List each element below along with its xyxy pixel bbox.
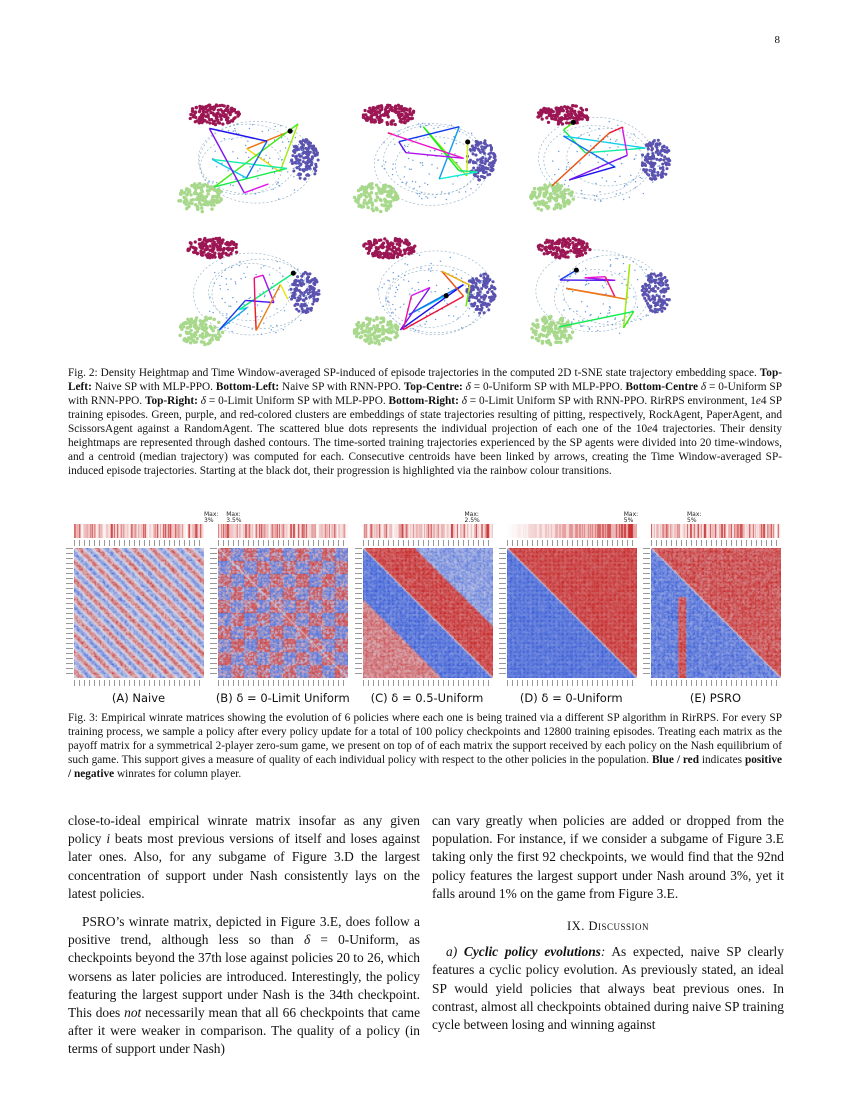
column-tick-labels: [218, 540, 348, 546]
right-column: [432, 812, 784, 1044]
panel-label: (D) δ = 0-Uniform: [519, 691, 623, 705]
paragraph: a) Cyclic policy evolutions: As expected, naive SP clearly features a cyclic policy evolution. As previously stated, an ideal SP would yield policies that always beat previous ones. In contrast, almost all checkpoints obtained during naive SP training cycle between losing and winning against: [432, 944, 784, 1033]
winrate-matrix: [74, 548, 204, 678]
column-tick-labels-bottom: [507, 680, 637, 686]
paragraph: close-to-ideal empirical winrate matrix insofar as any given policy i beats most previous versions of itself and loses against later ones. Also, for any subgame of Figure 3.D the largest concentration of support under Nash consistently lays on the latest policies.: [68, 813, 420, 901]
tsne-panel-top-right: [521, 98, 685, 221]
winrate-panel-c: [355, 512, 494, 707]
tsne-panel-bottom-left: [170, 231, 334, 354]
column-tick-labels-bottom: [363, 680, 493, 686]
column-tick-labels: [74, 540, 204, 546]
fig2-tsne-grid: [170, 98, 685, 338]
panel-label: (E) PSRO: [689, 691, 742, 705]
support-max-label: Max: 3.5%: [226, 511, 242, 524]
tsne-panel-bottom-right: [521, 231, 685, 354]
panel-label: (C) δ = 0.5-Uniform: [370, 691, 484, 705]
section-heading: IX. Discussion: [567, 919, 649, 934]
nash-support-bar: [507, 524, 637, 538]
nash-support-bar: [363, 524, 493, 538]
row-tick-labels: [210, 548, 217, 678]
paragraph: can vary greatly when policies are added or dropped from the population. For instance, if we consider a subgame of Figure 3.E taking only the first 92 checkpoints, we would find that the 92nd policy features the largest support under Nash around 3%, yet it falls around 1% on the game from Figure 3.E.: [432, 813, 784, 901]
column-tick-labels-bottom: [651, 680, 781, 686]
support-max-label: Max: 2.5%: [464, 511, 480, 524]
column-tick-labels: [507, 540, 637, 546]
row-tick-labels: [66, 548, 73, 678]
column-tick-labels: [363, 540, 493, 546]
left-column: [68, 812, 420, 1069]
winrate-matrix: [363, 548, 493, 678]
fig3-winrate-row: [66, 512, 782, 707]
row-tick-labels: [499, 548, 506, 678]
panel-label: (B) δ = 0-Limit Uniform: [215, 691, 350, 705]
tsne-panel-top-left: [170, 98, 334, 221]
winrate-panel-e: [643, 512, 782, 707]
column-tick-labels: [651, 540, 781, 546]
tsne-plot: [521, 98, 685, 221]
fig3-caption: Fig. 3: Empirical winrate matrices showing the evolution of 6 policies where each one is being trained via a different SP algorithm in RirRPS. For every SP training process, we sample a policy after every policy update for a total of 100 policy checkpoints and 12800 training episodes. Treating each matrix as the payoff matrix for a symmetrical 2-player zero-sum game, we present on top of of each matrix the support received by each policy on the Nash equilibrium of such game. This support gives a measure of quality of each individual policy with respect to the other policies in the population. Blue / red indicates positive / negative winrates for column player.: [68, 712, 782, 780]
winrate-matrix: [651, 548, 781, 678]
column-tick-labels-bottom: [218, 680, 348, 686]
winrate-matrix: [507, 548, 637, 678]
tsne-panel-bottom-centre: [346, 231, 510, 354]
panel-label: (A) Naive: [111, 691, 166, 705]
paragraph: PSRO’s winrate matrix, depicted in Figure 3.E, does follow a positive trend, although less so than δ = 0-Uniform, as checkpoints beyond the 37th lose against policies 20 to 26, which worsens as later policies are introduced. Interestingly, the policy featuring the largest support under Nash is the 34th checkpoint. This does not necessarily mean that all 66 checkpoints that came after it were weaker in comparison. The quality of a policy (in terms of support under Nash): [68, 914, 421, 1057]
nash-support-bar: [74, 524, 204, 538]
fig2-caption: Fig. 2: Density Heightmap and Time Window-averaged SP-induced of episode trajectories in the computed 2D t-SNE state trajectory embedding space. Top-Left: Naive SP with MLP-PPO. Bottom-Left: Naive SP with RNN-PPO. Top-Centre: δ = 0-Uniform SP with MLP-PPO. Bottom-Centre δ = 0-Uniform SP with RNN-PPO. Top-Right: δ = 0-Limit Uniform SP with MLP-PPO. Bottom-Right: δ = 0-Limit Uniform SP with RNN-PPO. RirRPS environment, 1e4 SP training episodes. Green, purple, and red-colored clusters are embeddings of state trajectories resulting of pitting, respectively, RockAgent, PaperAgent, and ScissorsAgent against a RandomAgent. The scattered blue dots represents the individual projection of each one of the 10e4 trajectories. Their density heightmaps are represented through dashed contours. The time-sorted training trajectories experienced by the SP agents were divided into 20 time-windows, and a centroid (median trajectory) was computed for each. Consecutive centroids have been linked by arrows, creating the Time Window-averaged SP-induced episode trajectories. Starting at the black dot, their progression is highlighted via the rainbow colour transitions.: [68, 367, 782, 477]
row-tick-labels: [355, 548, 362, 678]
tsne-plot: [346, 98, 510, 221]
winrate-panel-a: [66, 511, 219, 707]
tsne-plot: [170, 231, 334, 354]
column-tick-labels-bottom: [74, 680, 204, 686]
nash-support-bar: [218, 524, 348, 538]
nash-support-bar: [651, 524, 781, 538]
row-tick-labels: [643, 548, 650, 678]
tsne-plot: [521, 231, 685, 354]
support-max-label: Max: 5%: [687, 511, 702, 524]
winrate-panel-d: [499, 512, 638, 707]
tsne-plot: [346, 231, 510, 354]
winrate-panel-b: [210, 512, 349, 707]
tsne-panel-top-centre: [346, 98, 510, 221]
tsne-plot: [170, 98, 334, 221]
support-max-label: Max: 3%: [204, 511, 219, 524]
winrate-matrix: [218, 548, 348, 678]
support-max-label: Max: 5%: [623, 511, 639, 524]
page-number: 8: [774, 34, 780, 46]
